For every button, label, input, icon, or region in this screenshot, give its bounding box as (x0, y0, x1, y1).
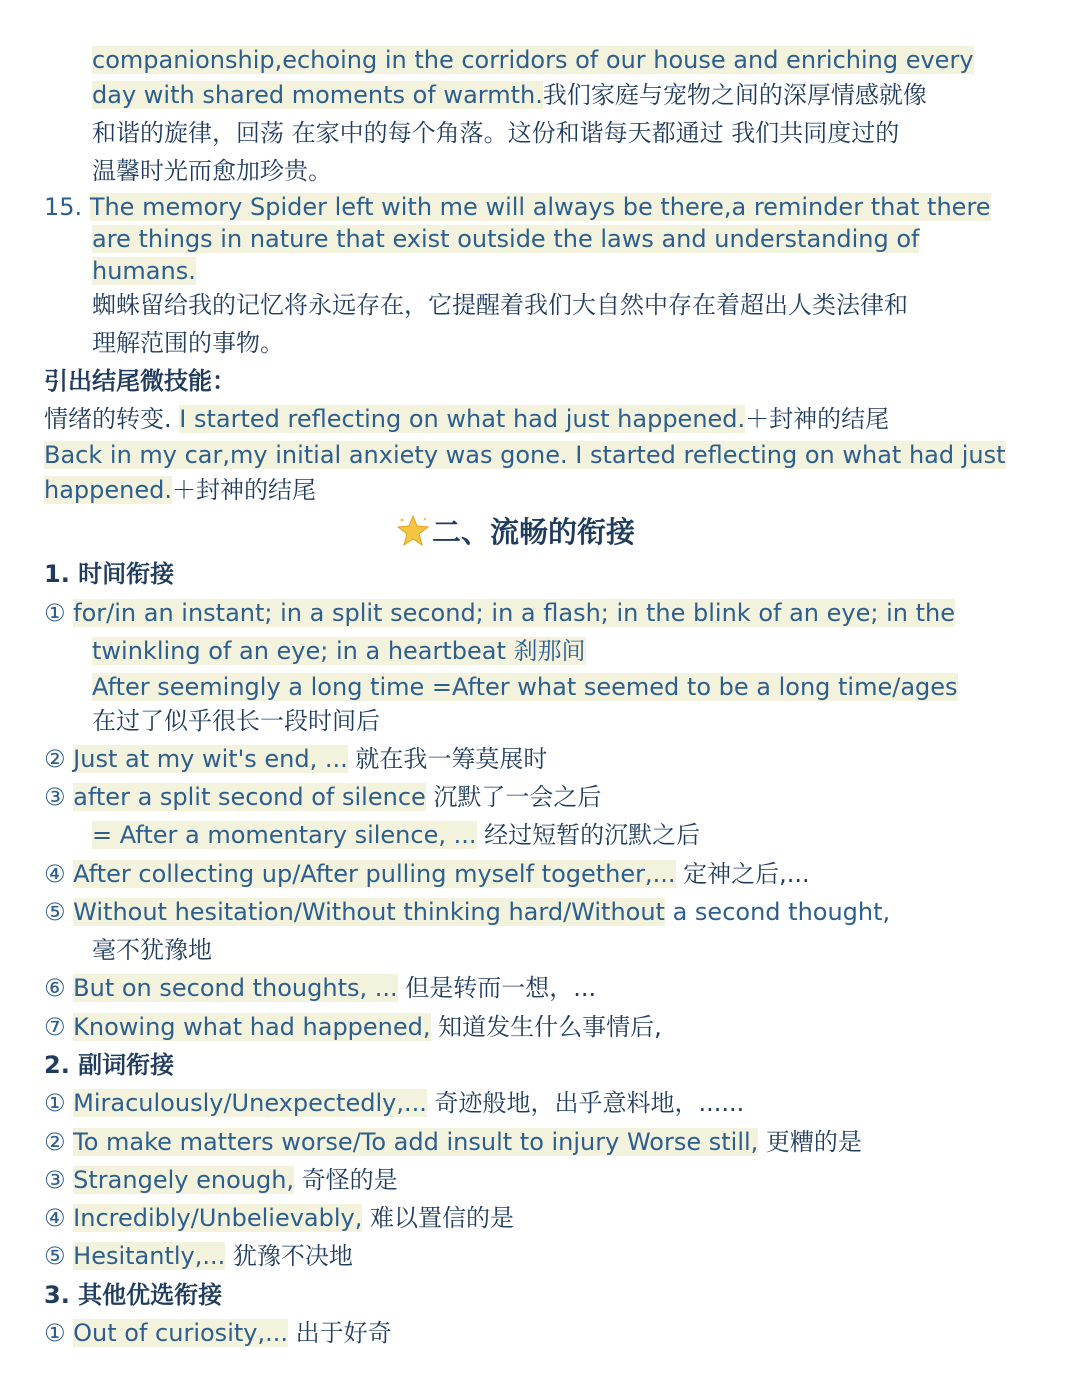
adverb-item5-marker: ⑤ (44, 1242, 66, 1270)
adverb-item4-marker: ④ (44, 1204, 66, 1232)
ending-tail2: ＋封神的结尾 (172, 476, 316, 504)
adverb-item3-zh: 奇怪的是 (301, 1166, 398, 1194)
time-heading: 1. 时间衔接 (44, 560, 175, 588)
time-item3b-zh: 经过短暂的沉默之后 (484, 821, 701, 849)
time-item6-zh: 但是转而一想，... (405, 974, 597, 1002)
time-item4-en: After collecting up/After pulling myself together,... (73, 860, 676, 888)
adverb-item2-zh: 更糟的是 (765, 1128, 862, 1156)
adverb-item2-en: To make matters worse/To add insult to injury Worse still, (73, 1128, 759, 1156)
time-item1-en-line3: After seemingly a long time =After what seemed to be a long time/ages (92, 673, 958, 701)
time-item3b (92, 818, 700, 852)
time-item5-en: Without hesitation/Without thinking hard/Without (73, 898, 665, 926)
para15-line2 (92, 222, 919, 256)
para14-line2 (92, 78, 927, 112)
time-item5-marker: ⑤ (44, 898, 66, 926)
adverb-item3-marker: ③ (44, 1166, 66, 1194)
adverb-item5-en: Hesitantly,... (73, 1242, 226, 1270)
ending-en-line3: happened. (44, 476, 172, 504)
ending-zh-emotion: 情绪的转变. (44, 405, 172, 433)
time-item3-en: after a split second of silence (73, 783, 426, 811)
adverb-item5 (44, 1239, 353, 1273)
time-item1-line2 (92, 634, 586, 668)
adverb-item1-marker: ① (44, 1089, 66, 1117)
time-item5-en2: a second thought, (672, 898, 891, 926)
adverb-item4 (44, 1201, 514, 1235)
time-item3 (44, 780, 601, 814)
adverb-item4-en: Incredibly/Unbelievably, (73, 1204, 363, 1232)
time-item6-marker: ⑥ (44, 974, 66, 1002)
other-item1 (44, 1316, 392, 1350)
para14-line1 (92, 43, 974, 77)
ending-line2 (44, 438, 1006, 472)
time-item4-marker: ④ (44, 860, 66, 888)
time-item5-zh: 毫不犹豫地 (92, 936, 212, 964)
time-item6 (44, 971, 596, 1005)
time-item1-marker: ① (44, 599, 66, 627)
time-item2-zh: 就在我一筹莫展时 (355, 745, 548, 773)
ending-heading: 引出结尾微技能： (44, 367, 236, 395)
time-item6-en: But on second thoughts, ... (73, 974, 398, 1002)
time-item7-zh: 知道发生什么事情后, (438, 1013, 662, 1041)
time-item5 (44, 895, 890, 929)
time-item1-en-line2: twinkling of an eye; in a heartbeat 刹那间 (92, 637, 586, 665)
adverb-item3 (44, 1163, 398, 1197)
adverb-item1-en: Miraculously/Unexpectedly,... (73, 1089, 427, 1117)
time-item7-en: Knowing what had happened, (73, 1013, 431, 1041)
para15-en-line3: humans. (92, 257, 196, 285)
star-icon (396, 514, 430, 548)
adverb-item1-zh: 奇迹般地，出乎意料地，...... (434, 1089, 745, 1117)
adverb-item2 (44, 1125, 862, 1159)
para15-line1 (44, 190, 991, 224)
para15-number: 15. (44, 193, 83, 221)
time-item2-marker: ② (44, 745, 66, 773)
ending-en-reflect: I started reflecting on what had just happened. (179, 405, 746, 433)
adverb-item5-zh: 犹豫不决地 (232, 1242, 353, 1270)
para14-zh-line3: 和谐的旋律，回荡 在家中的每个角落。这份和谐每天都通过 我们共同度过的 (92, 119, 900, 147)
time-item3-zh: 沉默了一会之后 (433, 783, 602, 811)
time-item1-line1 (44, 596, 955, 630)
other-item1-en: Out of curiosity,... (73, 1319, 288, 1347)
adverb-item3-en: Strangely enough, (73, 1166, 295, 1194)
para15-line3 (92, 254, 196, 288)
para14-zh-line2: 我们家庭与宠物之间的深厚情感就像 (542, 81, 927, 109)
time-item4 (44, 857, 810, 891)
time-item3b-en: = After a momentary silence, ... (92, 821, 477, 849)
para14-zh-line4: 温馨时光而愈加珍贵。 (92, 157, 332, 185)
section-title (396, 512, 635, 552)
time-item1-line3 (92, 670, 958, 704)
other-item1-zh: 出于好奇 (295, 1319, 392, 1347)
time-item1-zh: 在过了似乎很长一段时间后 (92, 707, 380, 735)
para15-zh-line2: 理解范围的事物。 (92, 329, 284, 357)
section-title-text: 二、流畅的衔接 (432, 515, 636, 549)
time-item2 (44, 742, 547, 776)
time-item7-marker: ⑦ (44, 1013, 66, 1041)
para14-en-line1: companionship,echoing in the corridors of our house and enriching every (92, 46, 974, 74)
adverb-item4-zh: 难以置信的是 (370, 1204, 515, 1232)
para14-en-line2: day with shared moments of warmth. (92, 81, 543, 109)
time-item4-zh: 定神之后,... (683, 860, 810, 888)
para15-en-line2: are things in nature that exist outside the laws and understanding of (92, 225, 920, 253)
ending-en-line2: Back in my car,my initial anxiety was gone. I started reflecting on what had just (44, 441, 1006, 469)
adverb-item2-marker: ② (44, 1128, 66, 1156)
time-item7 (44, 1010, 662, 1044)
time-item2-en: Just at my wit's end, ... (73, 745, 348, 773)
other-item1-marker: ① (44, 1319, 66, 1347)
ending-line3 (44, 473, 316, 507)
time-item3-marker: ③ (44, 783, 66, 811)
ending-tail1: ＋封神的结尾 (745, 405, 890, 433)
other-heading: 3. 其他优选衔接 (44, 1281, 223, 1309)
ending-line1 (44, 402, 889, 436)
adverb-heading: 2. 副词衔接 (44, 1051, 175, 1079)
time-item1-en-line1: for/in an instant; in a split second; in a flash; in the blink of an eye; in the (73, 599, 955, 627)
adverb-item1 (44, 1086, 744, 1120)
para15-en-line1: The memory Spider left with me will always be there,a reminder that there (89, 193, 991, 221)
para15-zh-line1: 蜘蛛留给我的记忆将永远存在，它提醒着我们大自然中存在着超出人类法律和 (92, 291, 908, 319)
